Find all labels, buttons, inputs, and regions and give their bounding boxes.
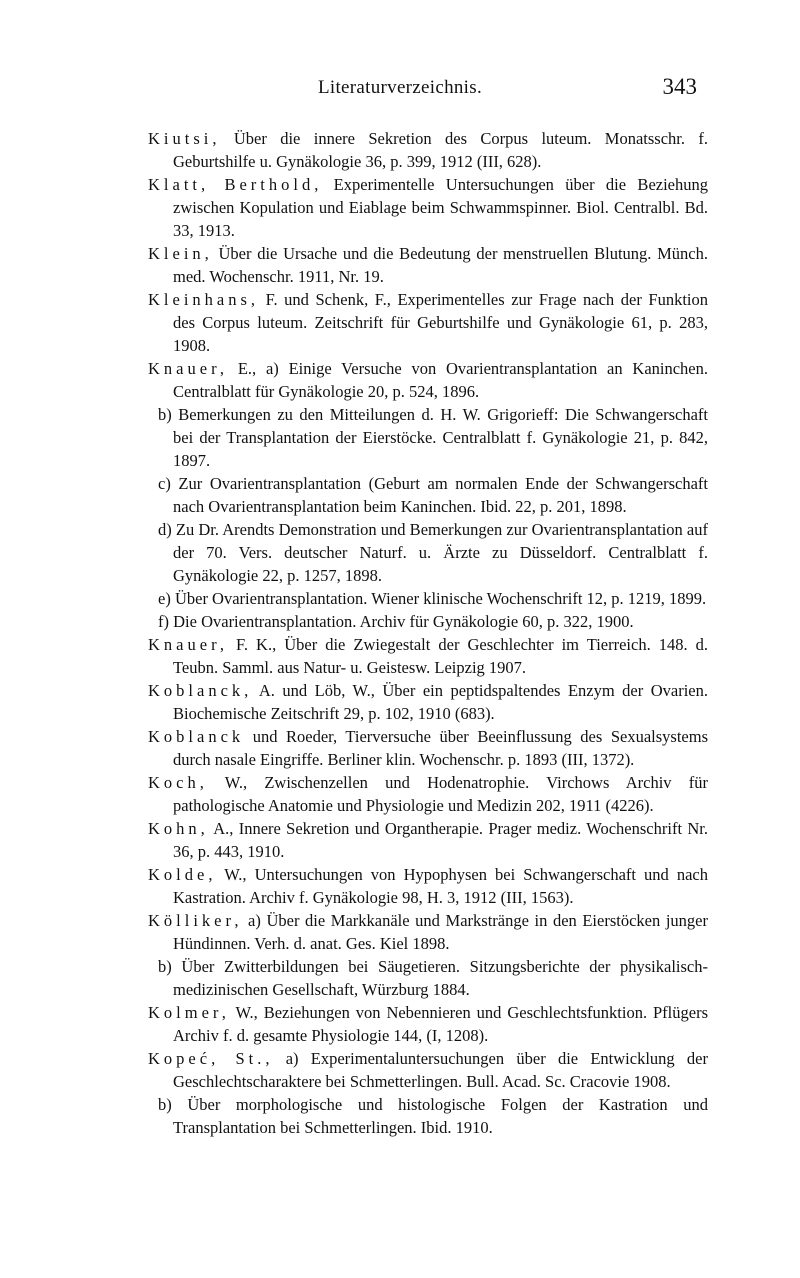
entry-author: Koch,	[148, 773, 208, 792]
entry-sub-label: e)	[158, 589, 171, 608]
entry-author: Koblanck,	[148, 681, 253, 700]
entry-author: Kölliker,	[148, 911, 243, 930]
entry-author: Kohn,	[148, 819, 209, 838]
entry-text: Über die Ursache und die Bedeutung der menstruellen Blutung. Münch. med. Wochenschr. 1911, Nr. 19.	[173, 244, 708, 286]
entry-sub-label: b)	[158, 405, 172, 424]
entry-text: A. und Löb, W., Über ein peptidspaltendes Enzym der Ovarien. Biochemische Zeitschrift 29, p. 102, 1910 (683).	[173, 681, 708, 723]
entry-text: F. K., Über die Zwiegestalt der Geschlechter im Tierreich. 148. d. Teubn. Samml. aus Natur- u. Geistesw. Leipzig 1907.	[173, 635, 708, 677]
bibliography-entry	[148, 587, 708, 610]
entry-text: Über Ovarientransplantation. Wiener klinische Wochenschrift 12, p. 1219, 1899.	[174, 589, 707, 608]
entry-text: Bemerkungen zu den Mitteilungen d. H. W. Grigorieff: Die Schwangerschaft bei der Transplantation der Eierstöcke. Centralblatt f. Gynäkologie 21, p. 842, 1897.	[173, 405, 709, 470]
entry-text: Zu Dr. Arendts Demonstration und Bemerkungen zur Ovarientransplantation auf der 70. Vers. deutscher Naturf. u. Ärzte zu Düsseldorf. Centralblatt f. Gynäkologie 22, p. 1257, 1898.	[173, 520, 708, 585]
bibliography-entry	[148, 679, 708, 725]
bibliography-entry	[148, 403, 708, 472]
bibliography-entry	[148, 518, 708, 587]
bibliography-entry	[148, 725, 708, 771]
bibliography-entry	[148, 472, 708, 518]
entry-text: a) Über die Markkanäle und Markstränge in den Eierstöcken junger Hündinnen. Verh. d. anat. Ges. Kiel 1898.	[173, 911, 708, 953]
entry-sub-label: d)	[158, 520, 172, 539]
entry-text: Über die innere Sekretion des Corpus luteum. Monatsschr. f. Geburtshilfe u. Gynäkologie 36, p. 399, 1912 (III, 628).	[173, 129, 708, 171]
bibliography-entry	[148, 610, 708, 633]
bibliography-entry	[148, 242, 708, 288]
entry-author: Knauer,	[148, 635, 229, 654]
entry-text: Experimentelle Untersuchungen über die Beziehung zwischen Kopulation und Eiablage beim Schwammspinner. Biol. Centralbl. Bd. 33, 1913.	[173, 175, 708, 240]
bibliography-entry	[148, 633, 708, 679]
entry-text: a) Experimentaluntersuchungen über die Entwicklung der Geschlechtscharaktere bei Schmetterlingen. Bull. Acad. Sc. Cracovie 1908.	[173, 1049, 708, 1091]
entry-text: W., Zwischenzellen und Hodenatrophie. Virchows Archiv für pathologische Anatomie und Physiologie und Medizin 202, 1911 (4226).	[173, 773, 708, 815]
bibliography-entry	[148, 771, 708, 817]
bibliography-entry	[148, 288, 708, 357]
entry-text: Über Zwitterbildungen bei Säugetieren. Sitzungsberichte der physikalisch-medizinischen Gesellschaft, Würzburg 1884.	[173, 957, 708, 999]
entry-author: Klatt, Berthold,	[148, 175, 323, 194]
entry-sub-label: f)	[158, 612, 169, 631]
bibliography-entry	[148, 1001, 708, 1047]
entry-text: F. und Schenk, F., Experimentelles zur Frage nach der Funktion des Corpus luteum. Zeitschrift für Geburtshilfe und Gynäkologie 61, p. 283, 1908.	[173, 290, 708, 355]
entry-text: W., Beziehungen von Nebennieren und Geschlechtsfunktion. Pflügers Archiv f. d. gesamte Physiologie 144, (I, 1208).	[173, 1003, 708, 1045]
entry-author: Kolde,	[148, 865, 217, 884]
entry-text: E., a) Einige Versuche von Ovarientransplantation an Kaninchen. Centralblatt für Gynäkologie 20, p. 524, 1896.	[173, 359, 708, 401]
bibliography-entry	[148, 1047, 708, 1093]
entry-text: Über morphologische und histologische Folgen der Kastration und Transplantation bei Schmetterlingen. Ibid. 1910.	[173, 1095, 708, 1137]
entry-text: W., Untersuchungen von Hypophysen bei Schwangerschaft und nach Kastration. Archiv f. Gynäkologie 98, H. 3, 1912 (III, 1563).	[173, 865, 708, 907]
entry-author: Klein,	[148, 244, 213, 263]
entry-author: Kolmer,	[148, 1003, 230, 1022]
entry-text: A., Innere Sekretion und Organtherapie. Prager mediz. Wochenschrift Nr. 36, p. 443, 1910.	[173, 819, 708, 861]
entry-author: Kleinhans,	[148, 290, 260, 309]
bibliography-entry	[148, 173, 708, 242]
bibliography-entry	[148, 955, 708, 1001]
entry-text: und Roeder, Tierversuche über Beeinflussung des Sexualsystems durch nasale Eingriffe. Berliner klin. Wochenschr. p. 1893 (III, 1372).	[173, 727, 708, 769]
bibliography-entry	[148, 863, 708, 909]
bibliography-entry	[148, 357, 708, 403]
running-title: Literaturverzeichnis.	[317, 77, 483, 98]
entry-sub-label: b)	[158, 1095, 172, 1114]
bibliography-entry	[148, 1093, 708, 1139]
entry-author: Koblanck	[148, 727, 245, 746]
bibliography-list	[148, 127, 708, 1139]
page-header	[0, 74, 800, 114]
entry-text: Die Ovarientransplantation. Archiv für Gynäkologie 60, p. 322, 1900.	[173, 612, 634, 631]
entry-text: Zur Ovarientransplantation (Geburt am normalen Ende der Schwangerschaft nach Ovarientransplantation beim Kaninchen. Ibid. 22, p. 201, 1898.	[173, 474, 709, 516]
entry-sub-label: c)	[158, 474, 171, 493]
entry-author: Knauer,	[148, 359, 229, 378]
entry-sub-label: b)	[158, 957, 172, 976]
entry-author: Kiutsi,	[148, 129, 221, 148]
bibliography-entry	[148, 817, 708, 863]
page-number: 343	[662, 74, 697, 99]
bibliography-entry	[148, 909, 708, 955]
bibliography-entry	[148, 127, 708, 173]
entry-author: Kopeć, St.,	[148, 1049, 274, 1068]
